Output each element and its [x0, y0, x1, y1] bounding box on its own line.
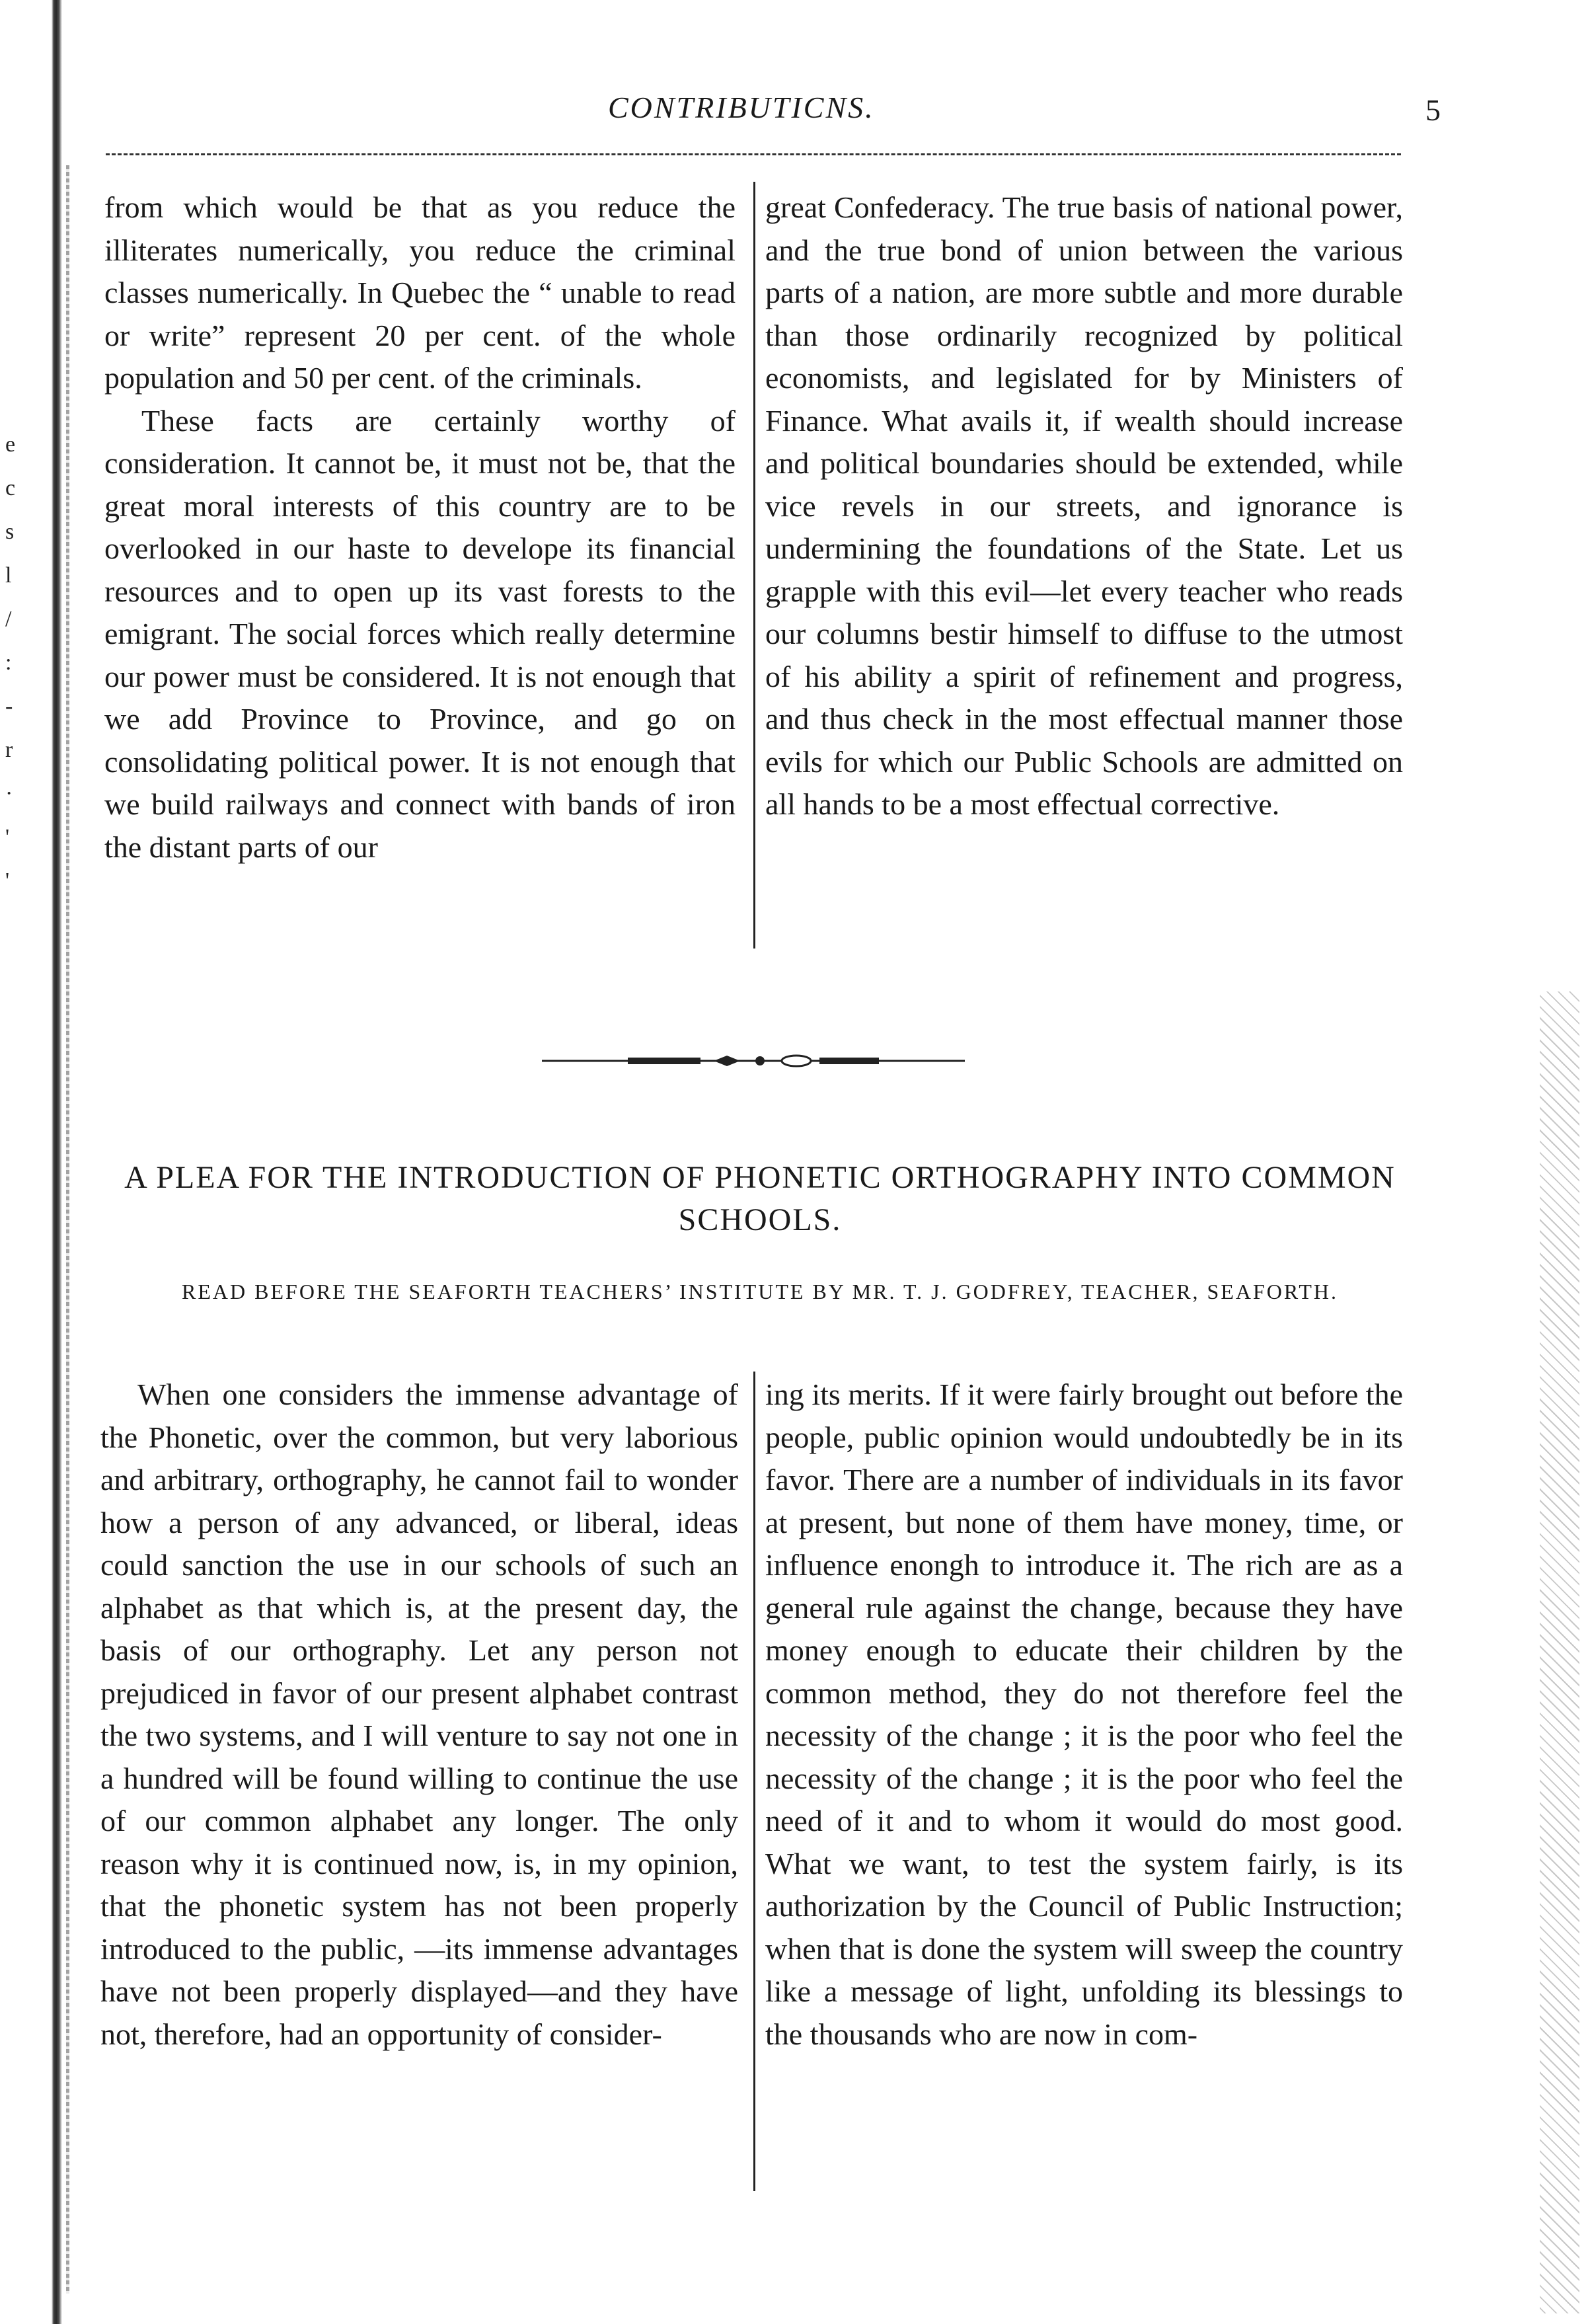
top-left-column — [104, 186, 736, 869]
margin-letter: e — [5, 432, 16, 457]
article-right-column — [765, 1374, 1403, 2056]
article-left-column — [100, 1374, 738, 2056]
margin-letter: : — [5, 650, 12, 675]
page-number: 5 — [1425, 93, 1441, 127]
margin-letter: l — [5, 563, 12, 588]
header-rule — [106, 153, 1401, 155]
paragraph: great Confederacy. The true basis of national power, and the true bond of union between the various parts of a nation, are more subtle and more durable than those ordinarily recognized by political economists, and legislated for by Ministers of Finance. What avails it, if wealth should increase and political boundaries should be extended, while vice revels in our streets, and ignorance is undermining the foundations of the State. Let us grapple with this evil—let every teacher who reads our columns bestir himself to diffuse to the utmost of his ability a spirit of refinement and progress, and thus check in the most effectual manner those evils for which our Public Schools are admitted on all hands to be a most effectual corrective. — [765, 190, 1403, 821]
article-title: A PLEA FOR THE INTRODUCTION OF PHONETIC ORTHOGRAPHY INTO COMMON SCHOOLS. — [124, 1160, 1396, 1237]
margin-letter: s — [5, 520, 15, 544]
column-divider — [753, 182, 755, 949]
paragraph: These facts are certainly worthy of consideration. It cannot be, it must not be, that the great moral interests of this country are to be overlooked in our haste to develope its financial resources and to open up its vast forests to the emigrant. The social forces which really determine our power must be considered. It is not enough that we add Province to Province, and go on consolidating political power. It is not enough that we build railways and connect with bands of iron the distant parts of our — [104, 403, 736, 864]
binding-edge-shadow — [52, 0, 62, 2324]
running-head — [106, 86, 1441, 139]
paragraph: ing its merits. If it were fairly brought out before the people, public opinion would undoubtedly be in its favor. There are a number of individuals in its favor at present, but none of them have money, time, or influence enongh to introduce it. The rich are as a general rule against the change, because they have money enough to educate their children by the common method, they do not therefore feel the necessity of the change ; it is the poor who feel the necessity of the change ; it is the poor who feel the need of it and to whom it would do most good. What we want, to test the system fairly, is its authorization by the Council of Public Instruction; when that is done the system will sweep the country like a message of light, unfolding its blessings to the thousands who are now in com- — [765, 1377, 1403, 2051]
margin-letter: - — [5, 694, 13, 718]
binding-edge-texture — [66, 165, 69, 2294]
paragraph: When one considers the immense advantage of the Phonetic, over the common, but very laborious and arbitrary, orthography, he cannot fail to wonder how a person of any advanced, or liberal, ideas could sanction the use in our schools of such an alphabet as that which is, at the present day, the basis of our orthography. Let any person not prejudiced in favor of our present alphabet contrast the two systems, and I will venture to say not one in a hundred will be found willing to continue the use of our common alphabet any longer. The only reason why it is continued now, is, in my opinion, that the phonetic system has not been properly introduced to the public, —its immense advantages have not been properly displayed—and they have not, therefore, had an opportunity of consider- — [100, 1377, 738, 2051]
column-divider — [753, 1372, 755, 2191]
running-head-title: CONTRIBUTICNS. — [608, 91, 875, 124]
margin-letter: c — [5, 476, 16, 500]
margin-letter: ' — [5, 869, 10, 893]
top-right-column — [765, 186, 1403, 826]
article-byline: READ BEFORE THE SEAFORTH TEACHERS’ INSTITUTE BY MR. T. J. GODFREY, TEACHER, SEAFORTH. — [182, 1280, 1338, 1303]
right-edge-texture — [1540, 991, 1579, 2313]
margin-letter: r — [5, 738, 13, 762]
paragraph: from which would be that as you reduce the illiterates numerically, you reduce the criminal classes numerically. In Quebec the “ unable to read or write” represent 20 per cent. of the whole population and 50 per cent. of the criminals. — [104, 190, 736, 395]
margin-letter: ' — [5, 825, 10, 849]
margin-letter: / — [5, 607, 12, 631]
section-ornament — [542, 1051, 965, 1071]
margin-bleed-letters — [5, 423, 32, 903]
margin-letter: · — [5, 781, 13, 806]
